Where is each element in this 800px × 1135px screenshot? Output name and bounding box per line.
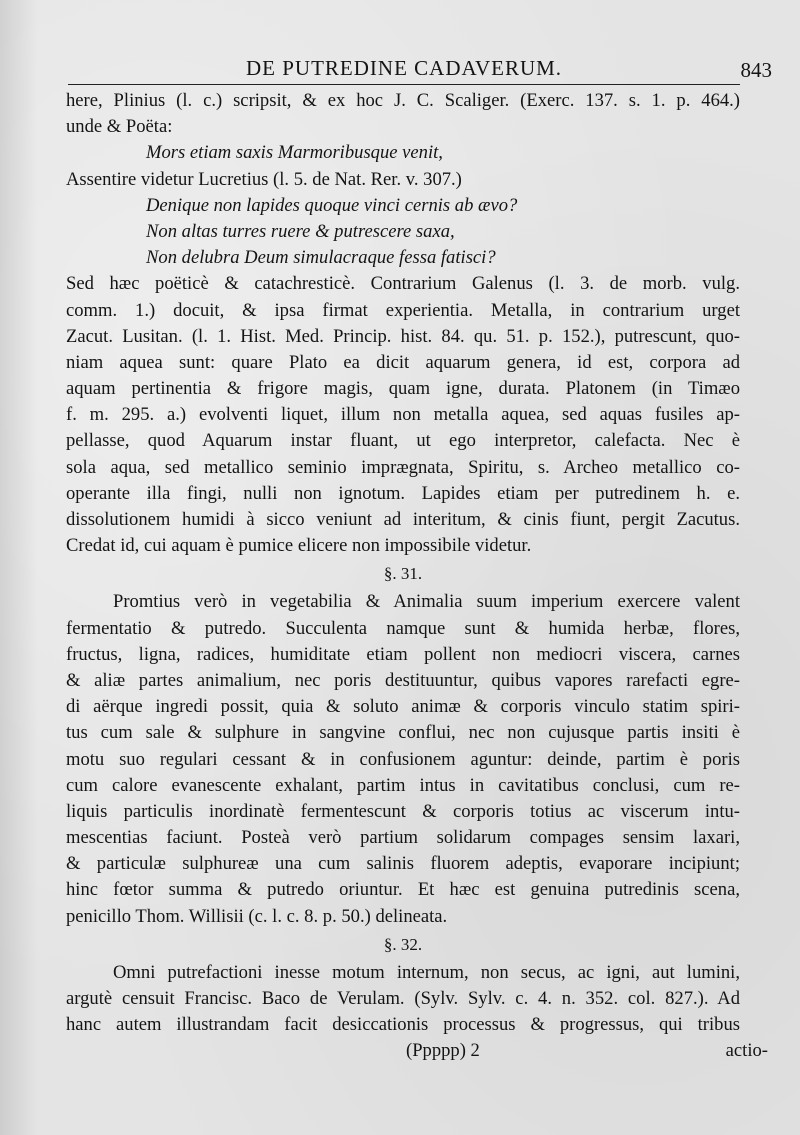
text-line: here, Plinius (l. c.) scripsit, & ex hoc J. C. Scaliger. (Exerc. 137. s. 1. p. 464.): [66, 90, 740, 111]
text-line: penicillo Thom. Willisii (c. l. c. 8. p. 50.) delineata.: [66, 905, 448, 927]
text-line: Promtius verò in vegetabilia & Animalia suum imperium exercere valent: [113, 591, 740, 613]
text-line: fermentatio & putredo. Succulenta namque sunt & humida herbæ, flores,: [66, 617, 740, 639]
text-line: & aliæ partes animalium, nec poris destituuntur, quibus vapores rarefacti egre-: [66, 669, 740, 691]
page-header: [68, 54, 772, 85]
text-line: fructus, ligna, radices, humiditate etiam pollent non mediocri viscera, carnes: [66, 643, 740, 665]
text-line: aquam pertinentia & frigore magis, quam igne, durata. Platonem (in Timæo: [66, 378, 740, 400]
text-line: f. m. 295. a.) evolventi liquet, illum non metalla aquea, sed aquas fusiles ap-: [66, 404, 740, 426]
text-line: unde & Poëta:: [66, 116, 173, 138]
text-line: operante illa fingi, nulli non ignotum. Lapides etiam per putredinem h. e.: [66, 482, 740, 504]
page-footer: [66, 1038, 768, 1064]
page-number: 843: [740, 58, 772, 82]
text-line: Credat id, cui aquam è pumice elicere non impossibile videtur.: [66, 535, 532, 557]
verse-line: Mors etiam saxis Marmoribusque venit,: [146, 142, 443, 164]
text-line: comm. 1.) docuit, & ipsa firmat experientia. Metalla, in contrarium urget: [66, 299, 740, 321]
text-line: dissolutionem humidi à sicco veniunt ad interitum, & cinis fiunt, pergit Zacutus.: [66, 509, 740, 530]
text-line: Zacut. Lusitan. (l. 1. Hist. Med. Princip. hist. 84. qu. 51. p. 152.), putrescunt, quo-: [66, 325, 740, 347]
text-line: hanc autem illustrandam facit desiccationis processus & progressus, qui tribus: [66, 1014, 740, 1036]
text-line: mescentias faciunt. Posteà verò partium solidarum compages sensim laxari,: [66, 827, 740, 849]
text-line: Assentire videtur Lucretius (l. 5. de Nat. Rer. v. 307.): [66, 168, 462, 190]
text-line: di aërque ingredi possit, quia & soluto animæ & corporis vinculo statim spiri-: [66, 696, 740, 718]
text-line: niam aquea sunt: quare Plato ea dicit aquarum genera, id est, corpora ad: [66, 351, 740, 373]
facing-page-bleed: [0, 0, 38, 1135]
text-line: cum calore evanescente exhalant, partim intus in cavitatibus conclusi, cum re-: [66, 774, 740, 796]
text-line: pellasse, quod Aquarum instar fluant, ut ego interpretor, calefacta. Nec è: [66, 430, 740, 452]
section-number: §. 32.: [383, 934, 423, 954]
text-line: motu suo regulari cessant & in confusionem aguntur: deinde, partim è poris: [66, 748, 740, 770]
text-line: hinc fœtor summa & putredo oriuntur. Et hæc est genuina putredinis scena,: [66, 879, 740, 901]
running-title: DE PUTREDINE CADAVERUM.: [246, 56, 563, 80]
text-line: & particulæ sulphureæ una cum salinis fluorem adeptis, evaporare incipiunt;: [66, 853, 740, 875]
signature-mark: (Ppppp) 2: [406, 1040, 480, 1062]
text-line: sola aqua, sed metallico seminio imprægnata, Spiritu, s. Archeo metallico co-: [66, 456, 740, 478]
verse-line: Non altas turres ruere & putrescere saxa,: [146, 220, 455, 242]
verse-line: Denique non lapides quoque vinci cernis ab ævo?: [146, 194, 518, 216]
text-line: liquis particulis inordinatè fermentescunt & corporis totius ac viscerum intu-: [66, 800, 740, 822]
section-number: §. 31.: [383, 564, 423, 584]
verse-line: Non delubra Deum simulacraque fessa fatisci?: [146, 247, 496, 269]
text-line: Sed hæc poëticè & catachresticè. Contrarium Galenus (l. 3. de morb. vulg.: [66, 273, 740, 295]
text-line: argutè censuit Francisc. Baco de Verulam. (Sylv. Sylv. c. 4. n. 352. col. 827.). Ad: [66, 988, 740, 1009]
text-line: tus cum sale & sulphure in sangvine conflui, nec non cujusque partis insiti è: [66, 722, 740, 744]
catchword: actio-: [725, 1040, 768, 1062]
text-block: [66, 88, 768, 1065]
text-line: Omni putrefactioni inesse motum internum, non secus, ac igni, aut lumini,: [113, 961, 740, 983]
